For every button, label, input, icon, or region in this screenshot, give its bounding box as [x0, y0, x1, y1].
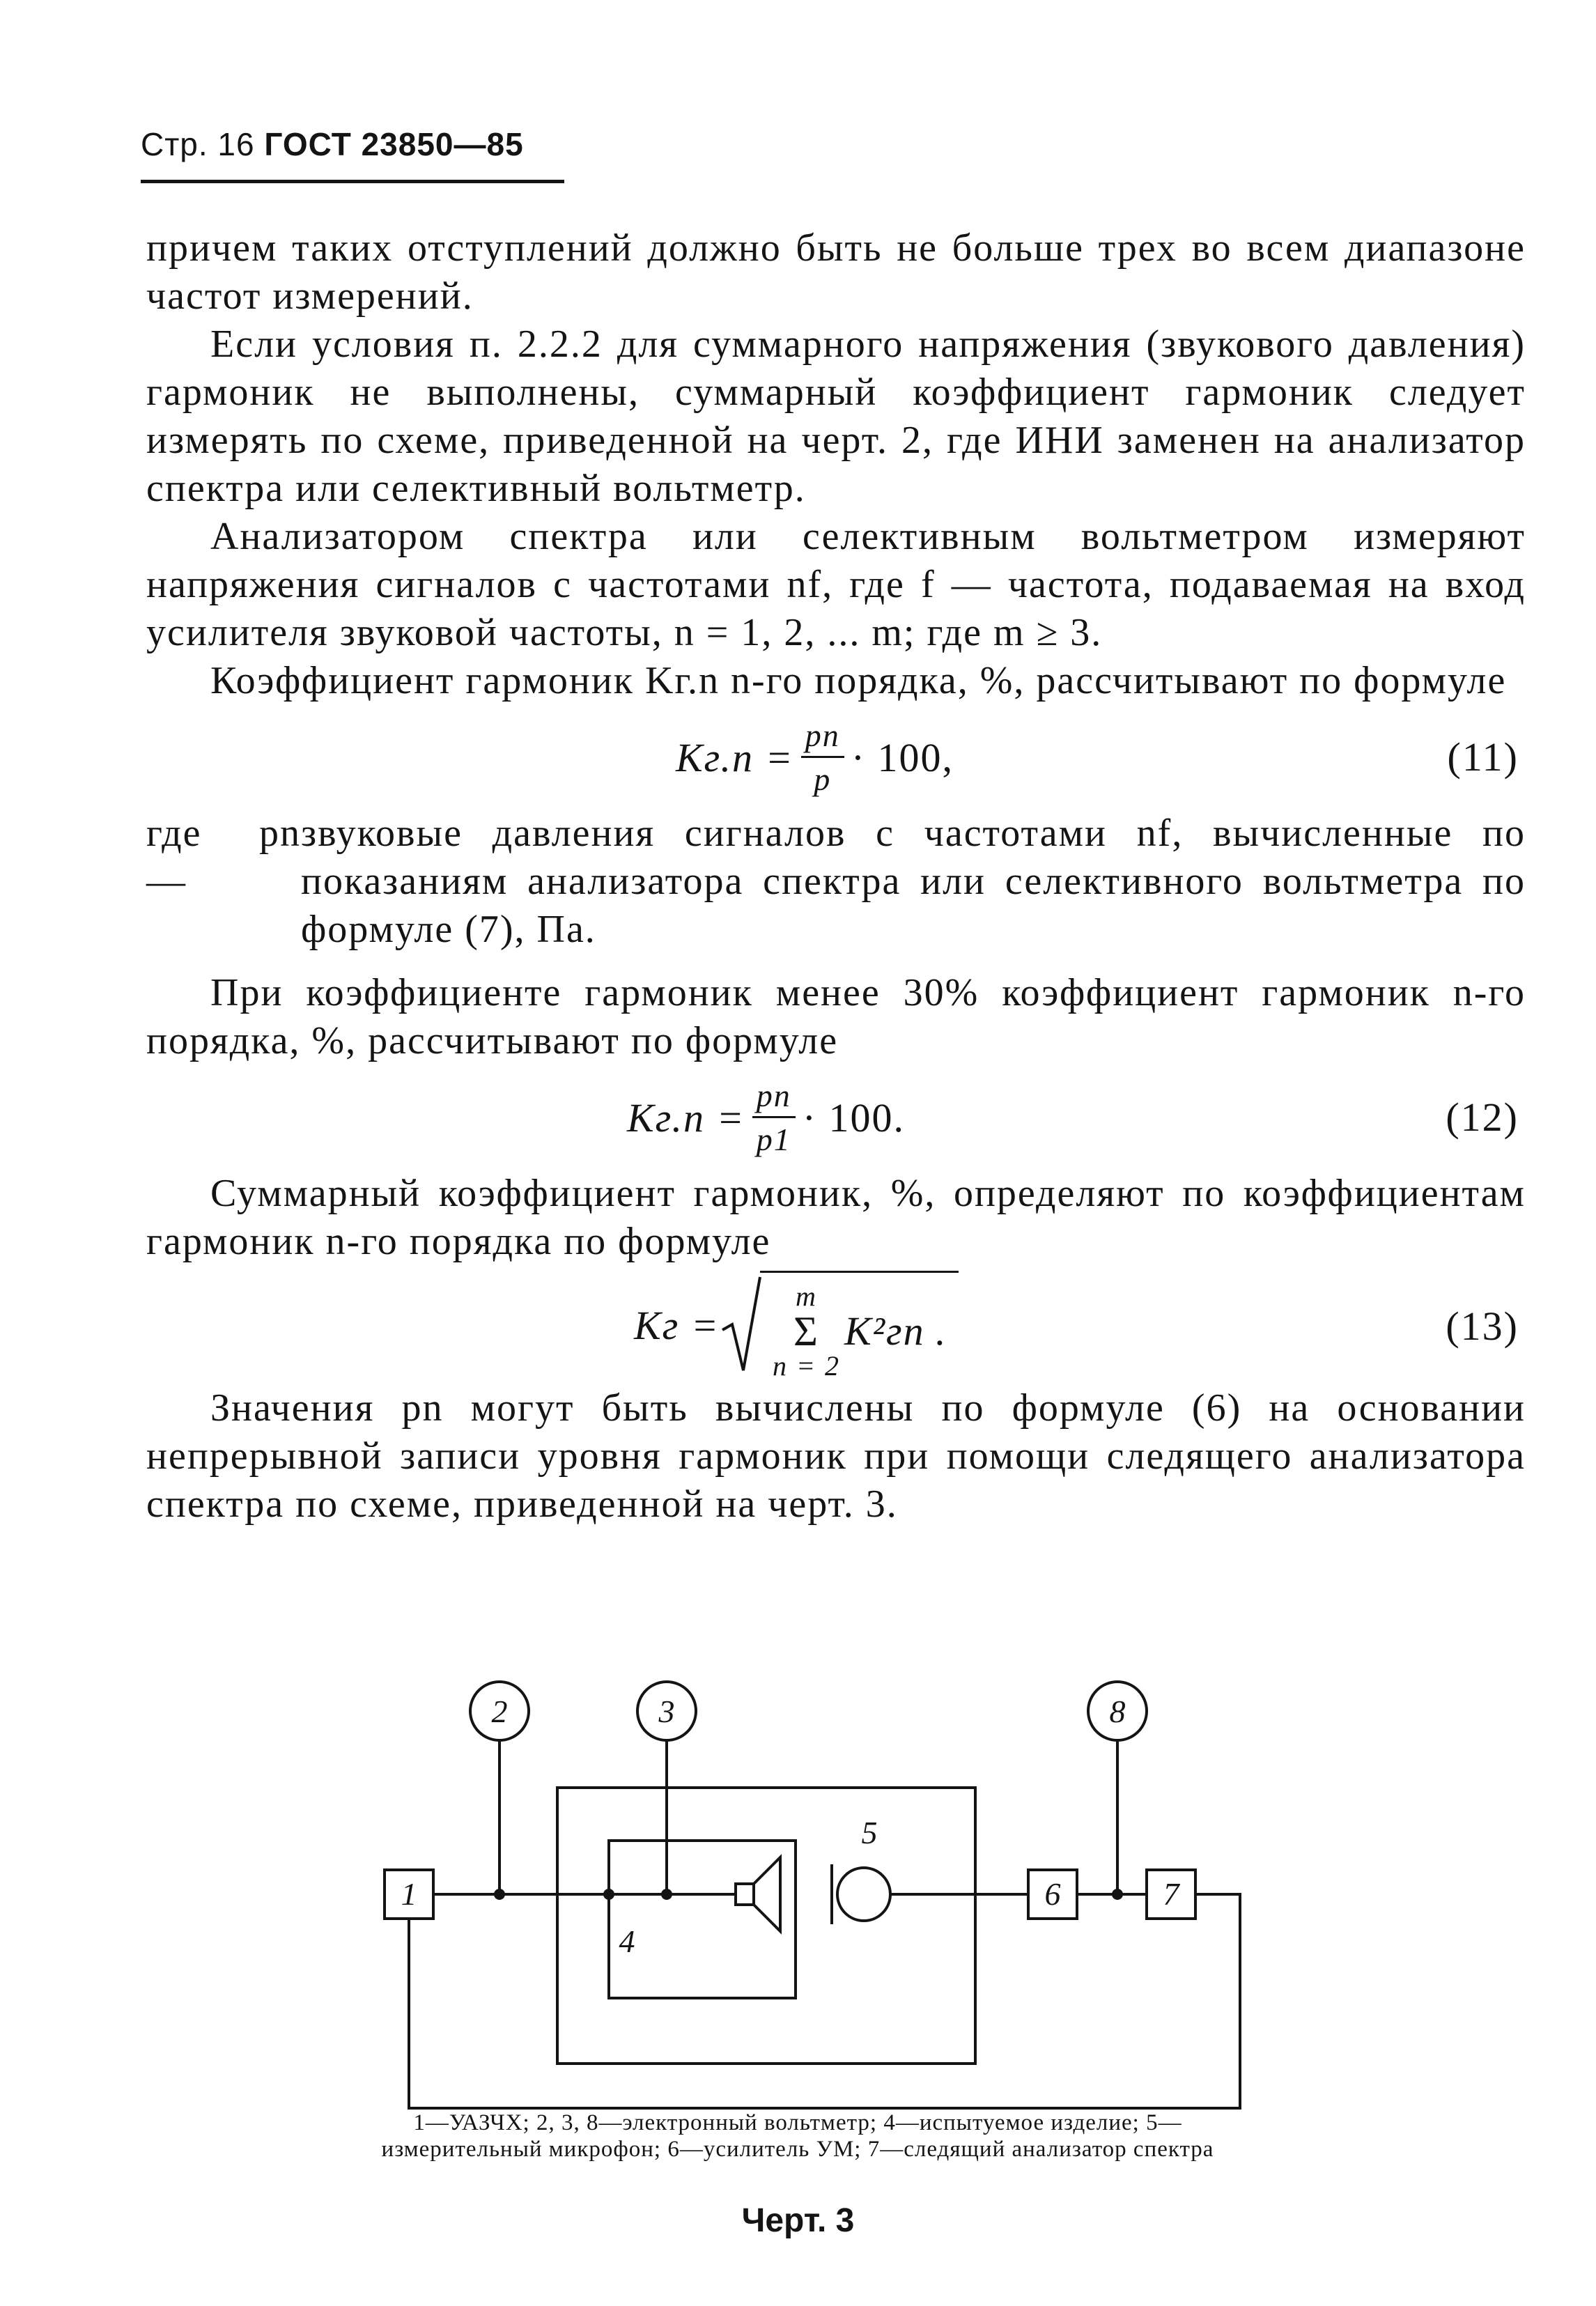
where-lead: где pn — [146, 812, 301, 903]
paragraph-6: Суммарный коэффициент гармоник, %, определяют по коэффициентам гармоник n-го порядка по формуле [146, 1172, 1526, 1263]
formula-13 [146, 1266, 1526, 1384]
figure-caption: 1—УАЗЧХ; 2, 3, 8—электронный вольтметр; 4—испытуемое изделие; 5—измерительный микрофон; 6—усилитель УМ; 7—следящий анализатор спектра [381, 2110, 1214, 2162]
block-diagram [348, 1658, 1282, 2188]
formula-13-root [720, 1271, 959, 1380]
formula-13-number: (13) [1446, 1303, 1519, 1349]
page-number: Стр. 16 [141, 126, 255, 162]
figure-label: Черт. 3 [741, 2202, 855, 2239]
paragraph-5: При коэффициенте гармоник менее 30% коэффициент гармоник n-го порядка, %, рассчитывают по формуле [146, 971, 1526, 1062]
formula-13-sum [772, 1280, 840, 1382]
paragraph-2: Если условия п. 2.2.2 для суммарного напряжения (звукового давления) гармоник не выполнены, суммарный коэффициент гармоник следует измерять по схеме, приведенной на черт. 2, где ИНИ заменен на анализатор спектра или селективный вольтметр. [146, 323, 1526, 510]
paragraph-1: причем таких отступлений должно быть не больше трех во всем диапазоне частот измерений. [146, 226, 1526, 318]
radical-sign-icon [720, 1273, 761, 1377]
sum-lower-limit: n = 2 [772, 1349, 840, 1382]
standard-code: ГОСТ 23850—85 [264, 126, 524, 162]
label-3: 3 [658, 1694, 675, 1729]
page-header [141, 125, 524, 163]
formula-11-numerator: pn [801, 720, 844, 758]
paragraph-4: Коэффициент гармоник Kг.n n-го порядка, %, рассчитывают по формуле [210, 659, 1507, 702]
formula-11-number: (11) [1447, 734, 1519, 780]
label-4: 4 [619, 1924, 635, 1959]
formula-12 [146, 1065, 1526, 1170]
formula-13-lhs: Kг = [634, 1302, 720, 1348]
label-8: 8 [1109, 1694, 1126, 1729]
formula-11-tail: · 100, [851, 734, 954, 780]
formula-12-numerator: pn [752, 1080, 796, 1118]
where-text: звуковые давления сигналов с частотами nf, вычисленные по показаниям анализатора спектра или селективного вольтметра по формуле (7), Па. [301, 812, 1526, 951]
label-6: 6 [1044, 1876, 1061, 1912]
header-rule [141, 180, 564, 183]
formula-11 [146, 705, 1526, 810]
label-7: 7 [1163, 1876, 1179, 1912]
formula-13-term: K²гn [844, 1308, 925, 1354]
formula-11-lhs: Kг.n = [676, 734, 794, 780]
paragraph-7: Значения pn могут быть вычислены по формуле (6) на основании непрерывной записи уровня гармоник при помощи следящего анализатора спектра по схеме, приведенной на черт. 3. [146, 1386, 1526, 1526]
formula-12-denominator: p1 [756, 1121, 791, 1157]
formula-11-denominator: p [814, 761, 832, 797]
label-1: 1 [401, 1876, 417, 1912]
sum-sign: Σ [793, 1308, 819, 1354]
label-5: 5 [861, 1815, 878, 1850]
formula-12-tail: · 100. [802, 1094, 906, 1140]
formula-12-number: (12) [1446, 1094, 1519, 1140]
document-body [146, 224, 1526, 1529]
formula-12-lhs: Kг.n = [627, 1094, 745, 1140]
formula-13-tail: . [934, 1308, 947, 1354]
paragraph-3: Анализатором спектра или селективным вольтметром измеряют напряжения сигналов с частотами nf, где f — частота, подаваемая на вход усилителя звуковой частоты, n = 1, 2, ... m; где m ≥ 3. [146, 515, 1526, 654]
where-clause [146, 810, 1526, 954]
label-2: 2 [491, 1694, 508, 1729]
speaker-icon [736, 1884, 754, 1905]
sum-upper-limit: m [796, 1280, 817, 1312]
